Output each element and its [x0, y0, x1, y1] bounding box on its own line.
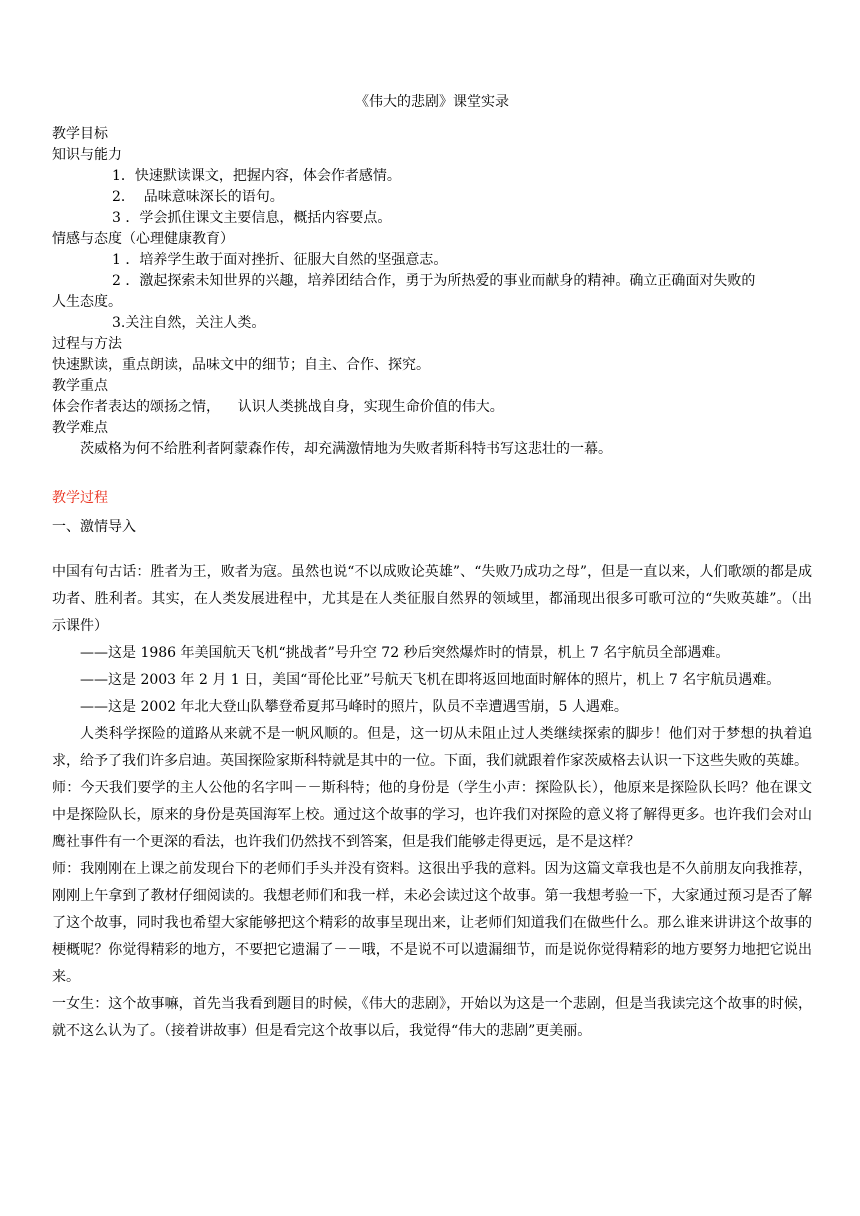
key-points-heading: 教学重点 [52, 378, 108, 394]
key-points-text: 体会作者表达的颂扬之情， 认识人类挑战自身，实现生命价值的伟大。 [52, 399, 504, 415]
spacer [52, 460, 812, 488]
difficulties-heading: 教学难点 [52, 420, 108, 436]
knowledge-item-3: 3 ．学会抓住课文主要信息，概括内容要点。 [112, 210, 392, 226]
emotion-item-1: 1 ．培养学生敢于面对挫折、征服大自然的坚强意志。 [112, 252, 448, 268]
knowledge-heading: 知识与能力 [52, 147, 122, 163]
intro-heading: 一、激情导入 [52, 519, 136, 535]
paragraph-1: 中国有句古话：胜者为王，败者为寇。虽然也说“不以成败论英雄”、“失败乃成功之母”，但是一直以来，人们歌颂的都是成功者、胜利者。其实，在人类发展进程中，尤其是在人类征服自然界的领域里，都涌现出很多可歌可泣的“失败英雄”。（出示课件） [52, 564, 812, 634]
teaching-process-heading: 教学过程 [52, 490, 108, 506]
objectives-heading: 教学目标 [52, 126, 108, 142]
emotion-item-3: 3.关注自然，关注人类。 [112, 315, 266, 331]
paragraph-3: ——这是 2003 年 2 月 1 日，美国“哥伦比亚”号航天飞机在即将返回地面时解体的照片，机上 7 名宇航员遇难。 [80, 672, 781, 688]
paragraph-2: ——这是 1986 年美国航天飞机“挑战者”号升空 72 秒后突然爆炸时的情景，机上 7 名宇航员全部遇难。 [80, 645, 730, 661]
difficulties-text: 茨威格为何不给胜利者阿蒙森作传，却充满激情地为失败者斯科特书写这悲壮的一幕。 [80, 441, 612, 457]
emotion-item-2-line-2: 人生态度。 [52, 294, 122, 310]
paragraph-4: ——这是 2002 年北大登山队攀登希夏邦马峰时的照片，队员不幸遭遇雪崩，5 人遇难。 [80, 699, 628, 715]
spacer [52, 538, 812, 559]
document-title: 《伟大的悲剧》课堂实录 [355, 94, 509, 110]
paragraph-5: 人类科学探险的道路从来就不是一帆风顺的。但是，这一切从未阻止过人类继续探索的脚步！他们对于梦想的执着追求，给予了我们许多启迪。英国探险家斯科特就是其中的一位。下面，我们就跟着作家茨威格去认识一下这些失败的英雄。 [52, 726, 812, 769]
emotion-heading: 情感与态度（心理健康教育） [52, 231, 234, 247]
knowledge-item-2: 2． 品味意味深长的语句。 [112, 189, 284, 205]
emotion-item-2-line-1: 2 ．激起探索未知世界的兴趣，培养团结合作，勇于为所热爱的事业而献身的精神。确立正确面对失败的 [112, 273, 756, 289]
spacer [52, 509, 812, 517]
process-method-heading: 过程与方法 [52, 336, 122, 352]
knowledge-item-1: 1．快速默读课文，把握内容，体会作者感情。 [112, 168, 401, 184]
paragraph-8: 一女生：这个故事嘛，首先当我看到题目的时候，《伟大的悲剧》，开始以为这是一个悲剧，但是当我读完这个故事的时候，就不这么认为了。（接着讲故事）但是看完这个故事以后，我觉得“伟大的悲剧”更美丽。 [52, 996, 812, 1039]
process-method-text: 快速默读，重点朗读，品味文中的细节；自主、合作、探究。 [52, 357, 430, 373]
document-page [52, 92, 812, 1045]
paragraph-7: 师：我刚刚在上课之前发现台下的老师们手头并没有资料。这很出乎我的意料。因为这篇文章我也是不久前朋友向我推荐，刚刚上午拿到了教材仔细阅读的。我想老师们和我一样，未必会读过这个故事。第一我想考验一下，大家通过预习是否了解了这个故事，同时我也希望大家能够把这个精彩的故事呈现出来，让老师们知道我们在做些什么。那么谁来讲讲这个故事的梗概呢？你觉得精彩的地方，不要把它遗漏了－－哦，不是说不可以遗漏细节，而是说你觉得精彩的地方要努力地把它说出来。 [52, 861, 812, 985]
paragraph-6: 师：今天我们要学的主人公他的名字叫－－斯科特；他的身份是（学生小声：探险队长），他原来是探险队长吗？他在课文中是探险队长，原来的身份是英国海军上校。通过这个故事的学习，也许我们对探险的意义将了解得更多。也许我们会对山鹰社事件有一个更深的看法，也许我们仍然找不到答案，但是我们能够走得更远，是不是这样？ [52, 780, 812, 850]
